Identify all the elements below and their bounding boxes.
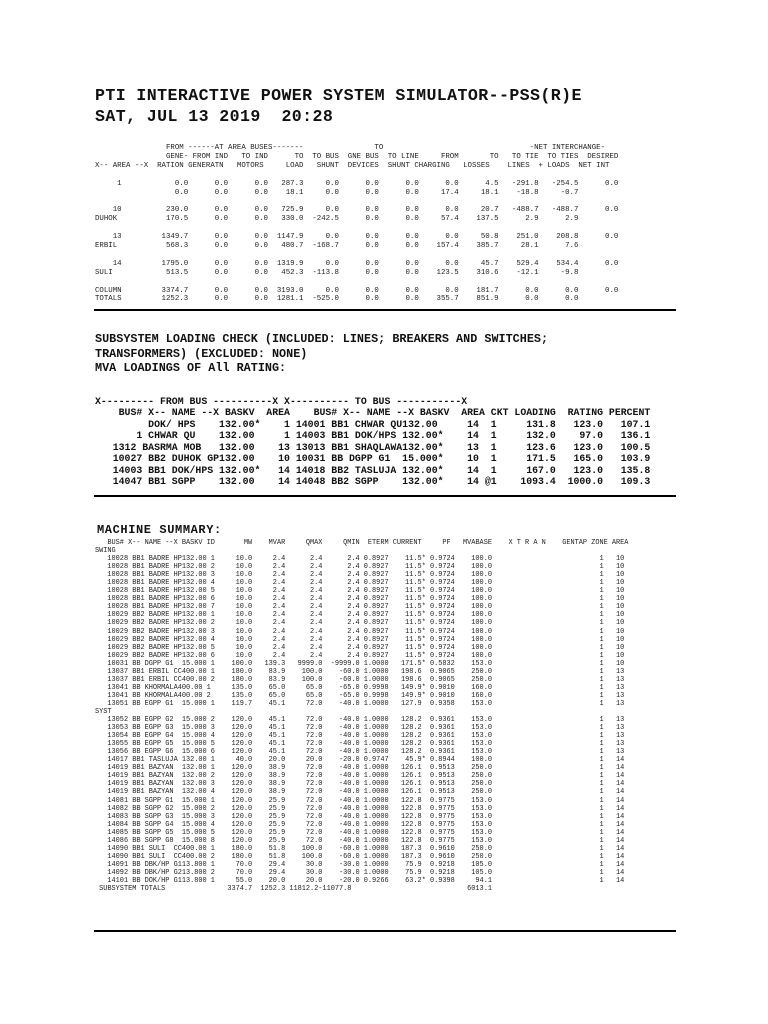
report-line: 10029 BB2 BADRE HP132.00 6 10.0 2.4 2.4 2.4 0.8927 11.5* 0.9724 100.0 1 10 <box>95 651 625 660</box>
report-line: 14003 BB1 DOK/HPS 132.00* 14 14018 BB2 TASLUJA 132.00* 14 1 167.0 123.0 135.8 <box>95 464 651 476</box>
report-title-program: PTI INTERACTIVE POWER SYSTEM SIMULATOR--PSS(R)E <box>95 86 582 105</box>
report-line: SUBSYSTEM LOADING CHECK (INCLUDED: LINES; BREAKERS AND SWITCHES; <box>95 332 549 346</box>
report-line: 1 0.0 0.0 0.0 287.3 0.0 0.0 0.0 0.0 4.5 -291.8 -254.5 0.0 <box>95 179 619 188</box>
report-line: DOK/ HPS 132.00* 1 14001 BB1 CHWAR QU132.00 14 1 131.8 123.0 107.1 <box>95 418 651 430</box>
report-line: 10028 BB1 BADRE HP132.00 3 10.0 2.4 2.4 2.4 0.8927 11.5* 0.9724 100.0 1 10 <box>95 571 625 580</box>
report-line: MVA LOADINGS OF All RATING: <box>95 361 287 376</box>
report-line: 13041 BB KHORMALA400.00 2 135.0 65.0 65.0 -65.0 0.9998 149.9* 0.9010 160.0 1 13 <box>95 691 625 700</box>
report-line: 14084 BB SGPP G4 15.000 4 120.0 25.9 72.0 -40.0 1.0000 122.8 0.9775 153.0 1 14 <box>95 820 625 829</box>
report-line: 14019 BB1 BAZYAN 132.00 4 120.0 38.9 72.0 -40.0 1.0000 126.1 0.9513 250.0 1 14 <box>95 788 625 797</box>
report-line: 10028 BB1 BADRE HP132.00 4 10.0 2.4 2.4 2.4 0.8927 11.5* 0.9724 100.0 1 10 <box>95 579 625 588</box>
report-line: BUS# X-- NAME --X BASKV ID MW MVAR QMAX QMIN ETERM CURRENT PF MVABASE X T R A N GENTAP ZONE AREA <box>95 539 629 547</box>
report-line: X--------- FROM BUS ----------X X---------- TO BUS -----------X <box>95 395 468 407</box>
report-line: 1 CHWAR QU 132.00 1 14003 BB1 DOK/HPS 132.00* 14 1 132.0 97.0 136.1 <box>95 430 651 442</box>
report-line: 13037 BB1 ERBIL CC400.00 2 180.0 83.9 100.0 -60.0 1.0000 198.6 0.9065 250.0 1 13 <box>95 675 625 684</box>
report-line: GENE- FROM IND TO IND TO TO BUS GNE BUS TO LINE FROM TO TO TIE TO TIES DESIRED <box>95 152 619 161</box>
report-line: X-- AREA --X RATION GENERATN MOTORS LOAD SHUNT DEVICES SHUNT CHARGING LOSSES LINES + LOADS NET INT <box>95 161 610 170</box>
report-line: SULI 513.5 0.0 0.0 452.3 -113.8 0.0 0.0 123.5 310.6 -12.1 -9.8 <box>95 268 579 277</box>
report-line: 14019 BB1 BAZYAN 132.00 3 120.0 38.9 72.0 -40.0 1.0000 126.1 0.9513 250.0 1 14 <box>95 780 625 789</box>
report-line: 14085 BB SGPP G5 15.000 5 120.0 25.9 72.0 -40.0 1.0000 122.8 0.9775 153.0 1 14 <box>95 828 625 837</box>
report-line: 14082 BB SGPP G2 15.000 2 120.0 25.9 72.0 -40.0 1.0000 122.8 0.9775 153.0 1 14 <box>95 804 625 813</box>
section-divider <box>94 495 676 497</box>
report-line: BUS# X-- NAME --X BASKV AREA BUS# X-- NAME --X BASKV AREA CKT LOADING RATING PERCENT <box>95 407 651 419</box>
report-line: 14090 BB1 SULI CC400.00 2 180.0 51.8 100.0 -60.0 1.0000 187.3 0.9610 250.0 1 14 <box>95 852 625 861</box>
report-line: 14 1795.0 0.0 0.0 1319.9 0.0 0.0 0.0 0.0 45.7 529.4 534.4 0.0 <box>95 259 619 268</box>
report-line: 13041 BB KHORMALA400.00 1 135.0 65.0 65.0 -65.0 0.9998 149.9* 0.9010 160.0 1 13 <box>95 683 625 692</box>
subsystem-loading-heading <box>95 332 548 376</box>
report-line <box>95 224 618 233</box>
report-line: SWING <box>95 547 116 556</box>
report-line: 10029 BB2 BADRE HP132.00 2 10.0 2.4 2.4 2.4 0.8927 11.5* 0.9724 100.0 1 10 <box>95 619 625 628</box>
report-line: 13 1349.7 0.0 0.0 1147.9 0.0 0.0 0.0 0.0 50.8 251.0 208.8 0.0 <box>95 233 619 242</box>
report-line: 14017 BB1 TASLUJA 132.00 1 40.0 20.0 20.0 -20.0 0.9747 45.9* 0.8944 100.0 1 14 <box>95 756 625 765</box>
machine-summary-heading: MACHINE SUMMARY: <box>97 523 222 537</box>
report-line: 14047 BB1 SGPP 132.00 14 14048 BB2 SGPP 132.00* 14 @1 1093.4 1000.0 109.3 <box>95 476 651 488</box>
report-line: 10 230.0 0.0 0.0 725.9 0.0 0.0 0.0 0.0 20.7 -488.7 -488.7 0.0 <box>95 206 619 215</box>
report-line: 10028 BB1 BADRE HP132.00 7 10.0 2.4 2.4 2.4 0.8927 11.5* 0.9724 100.0 1 10 <box>95 603 625 612</box>
report-line: 13054 BB EGPP G4 15.000 4 120.0 45.1 72.0 -40.0 1.0000 128.2 0.9361 153.0 1 13 <box>95 732 625 741</box>
area-summary-table <box>95 144 618 304</box>
report-line: 13053 BB EGPP G3 15.000 3 120.0 45.1 72.0 -40.0 1.0000 128.2 0.9361 153.0 1 13 <box>95 724 625 733</box>
report-line: 14083 BB SGPP G3 15.000 3 120.0 25.9 72.0 -40.0 1.0000 122.8 0.9775 153.0 1 14 <box>95 812 625 821</box>
report-line: 14081 BB SGPP G1 15.000 1 120.0 25.9 72.0 -40.0 1.0000 122.8 0.9775 153.0 1 14 <box>95 796 625 805</box>
report-line: 14019 BB1 BAZYAN 132.00 1 120.0 38.9 72.0 -40.0 1.0000 126.1 0.9513 250.0 1 14 <box>95 764 625 773</box>
report-line: 10027 BB2 DUHOK GP132.00 10 10031 BB DGPP G1 15.000* 10 1 171.5 165.0 103.9 <box>95 453 651 465</box>
report-line: 14086 BB SGPP G8 15.000 8 120.0 25.9 72.0 -40.0 1.0000 122.8 0.9775 153.0 1 14 <box>95 836 625 845</box>
report-line: 10029 BB2 BADRE HP132.00 4 10.0 2.4 2.4 2.4 0.8927 11.5* 0.9724 100.0 1 10 <box>95 635 625 644</box>
mva-loading-table <box>95 384 650 488</box>
report-line: 10031 BB DGPP G1 15.000 1 100.0 139.3 9999.0 -9999.0 1.0000 171.5* 0.5832 153.0 1 10 <box>95 659 625 668</box>
report-line: 14090 BB1 SULI CC400.00 1 180.0 51.8 100.0 -60.0 1.0000 187.3 0.9610 250.0 1 14 <box>95 844 625 853</box>
report-line: COLUMN 3374.7 0.0 0.0 3193.0 0.0 0.0 0.0 0.0 181.7 0.0 0.0 0.0 <box>95 286 619 295</box>
report-line <box>95 197 618 206</box>
report-line: 13037 BB1 ERBIL CC400.00 1 180.0 83.9 100.0 -60.0 1.0000 198.6 0.9065 250.0 1 13 <box>95 667 625 676</box>
report-line: 10029 BB2 BADRE HP132.00 5 10.0 2.4 2.4 2.4 0.8927 11.5* 0.9724 100.0 1 10 <box>95 643 625 652</box>
section-divider <box>94 930 676 932</box>
report-line: 14091 BB DBK/HP G113.800 1 70.0 29.4 30.0 -30.0 1.0000 75.9 0.9218 105.0 1 14 <box>95 860 625 869</box>
report-line: SYST <box>95 707 112 716</box>
report-line: DUHOK 170.5 0.0 0.0 330.0 -242.5 0.0 0.0 57.4 137.5 2.9 2.9 <box>95 215 579 224</box>
report-line: FROM ------AT AREA BUSES------- TO -NET INTERCHANGE- <box>95 144 606 152</box>
report-line <box>95 251 618 260</box>
section-divider <box>94 309 676 311</box>
report-line: SUBSYSTEM TOTALS 3374.7 1252.3 11812.2-11077.8 6013.1 <box>95 885 492 894</box>
report-line: 14019 BB1 BAZYAN 132.00 2 120.0 38.9 72.0 -40.0 1.0000 126.1 0.9513 250.0 1 14 <box>95 772 625 781</box>
report-line: 10028 BB1 BADRE HP132.00 6 10.0 2.4 2.4 2.4 0.8927 11.5* 0.9724 100.0 1 10 <box>95 595 625 604</box>
report-line: 14092 BB DBK/HP G213.800 2 70.0 29.4 30.0 -30.0 1.0000 75.9 0.9218 105.0 1 14 <box>95 868 625 877</box>
report-line: 13055 BB EGPP G5 15.000 5 120.0 45.1 72.0 -40.0 1.0000 128.2 0.9361 153.0 1 13 <box>95 740 625 749</box>
report-line: 13051 BB EGPP G1 15.000 1 119.7 45.1 72.0 -40.0 1.0000 127.9 0.9358 153.0 1 13 <box>95 699 625 708</box>
report-line: 10028 BB1 BADRE HP132.00 5 10.0 2.4 2.4 2.4 0.8927 11.5* 0.9724 100.0 1 10 <box>95 587 625 596</box>
report-line: 13052 BB EGPP G2 15.000 2 120.0 45.1 72.0 -40.0 1.0000 128.2 0.9361 153.0 1 13 <box>95 716 625 725</box>
report-line: 0.0 0.0 0.0 18.1 0.0 0.0 0.0 17.4 18.1 -18.8 -0.7 <box>95 188 579 197</box>
report-line: 10029 BB2 BADRE HP132.00 3 10.0 2.4 2.4 2.4 0.8927 11.5* 0.9724 100.0 1 10 <box>95 627 625 636</box>
report-line: 10028 BB1 BADRE HP132.00 2 10.0 2.4 2.4 2.4 0.8927 11.5* 0.9724 100.0 1 10 <box>95 563 625 572</box>
report-line: 10028 BB1 BADRE HP132.00 1 10.0 2.4 2.4 2.4 0.8927 11.5* 0.9724 100.0 1 10 <box>95 555 625 564</box>
report-line: 14101 BB DOK/HP G113.800 1 55.0 20.0 20.0 -20.0 0.9266 63.2* 0.9398 94.1 1 14 <box>95 876 625 885</box>
report-line <box>95 384 650 396</box>
report-line: 1312 BASRMA MOB 132.00 13 13013 BB1 SHAQLAWA132.00* 13 1 123.6 123.0 100.5 <box>95 441 651 453</box>
report-line: 13056 BB EGPP G6 15.000 6 120.0 45.1 72.0 -40.0 1.0000 128.2 0.9361 153.0 1 13 <box>95 748 625 757</box>
report-title-datetime: SAT, JUL 13 2019 20:28 <box>95 107 334 126</box>
report-line: ERBIL 568.3 0.0 0.0 480.7 -168.7 0.0 0.0 157.4 385.7 28.1 7.6 <box>95 241 579 250</box>
report-line: TRANSFORMERS) (EXCLUDED: NONE) <box>95 346 308 361</box>
report-line: TOTALS 1252.3 0.0 0.0 1281.1 -525.0 0.0 0.0 355.7 851.9 0.0 0.0 <box>95 295 579 304</box>
report-line <box>95 171 618 180</box>
machine-summary-table <box>95 539 628 893</box>
report-line: 10029 BB2 BADRE HP132.00 1 10.0 2.4 2.4 2.4 0.8927 11.5* 0.9724 100.0 1 10 <box>95 611 625 620</box>
report-line <box>95 278 618 287</box>
